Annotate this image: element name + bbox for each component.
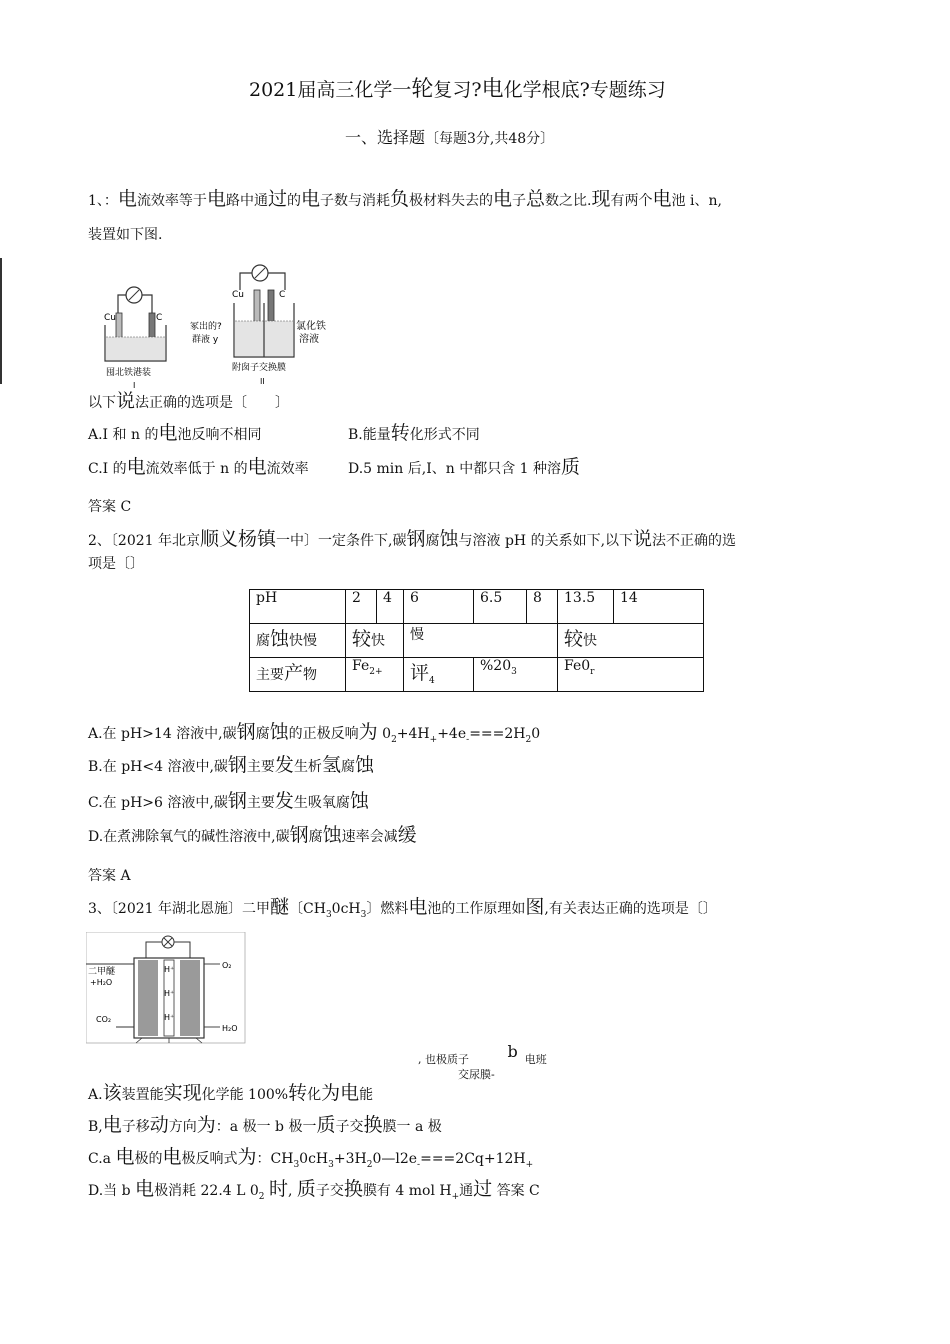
svg-text:II: II [260,377,265,386]
fuel-cell-caption: , 也极质子 b 电班 [418,1042,547,1066]
svg-text:Cu: Cu [232,290,244,300]
svg-text:H⁺: H⁺ [164,989,175,998]
svg-text:囤北铁港装: 囤北铁港装 [106,368,152,378]
q2-stem-line1: 2、〔2021 年北京顺义杨镇一中〕一定条件下,碳钢腐蚀与溶液 pH 的关系如下,以下说法不正确的选 [88,528,737,550]
q3-option-b: B,电子移动方向为：a 极一 b 极一质子交换膜一 a 极 [88,1114,442,1136]
q1-prompt: 以下说法正确的选项是〔 〕 [88,390,290,412]
table-row: pH 2 4 6 6.5 8 13.5 14 [250,590,704,624]
svg-text:O₂: O₂ [222,961,232,970]
page-edge-bar [0,258,2,384]
q1-stem-line2: 装置如下图. [88,227,163,243]
svg-text:Cu: Cu [104,313,116,323]
q2-stem-line2: 项是〔〕 [88,556,144,572]
svg-text:冢出的?: 冢出的? [190,322,222,332]
cell-diagram-ii [188,263,338,388]
q1-option-c: C.I 的电流效率低于 n 的电流效率 [88,456,309,478]
q1-answer: 答案 C [88,499,132,515]
cell-diagram-i [100,283,200,391]
q1-option-d: D.5 min 后,I、n 中都只含 1 种溶质 [348,456,581,478]
svg-text:氯化铁: 氯化铁 [296,321,326,332]
svg-text:H⁺: H⁺ [164,965,175,974]
q2-option-b: B.在 pH<4 溶液中,碳钢主要发生析氢腐蚀 [88,754,374,776]
q3-stem-line1: 3、〔2021 年湖北恩施〕二甲醚〔$CH_30cH_3$〕燃料电池的工作原理如图,有关表达正确的选项是〔〕 [88,896,717,920]
q1-option-a: A.I 和 n 的电池反响不相同 [88,422,262,444]
q2-option-a: A.在 pH>14 溶液中,碳钢腐蚀的正极反响为 $0_2+4H_++4e_-===2H_20$ [88,721,541,745]
svg-text:二甲醚: 二甲醚 [88,967,116,977]
svg-text:C: C [156,313,163,323]
q3-option-c: C.a 电极的电极反响式为：$CH_30cH_3+3H_20—l2e_-===2Cq+12H_+$ [88,1146,534,1170]
fuel-cell-diagram [86,932,246,1044]
q1-option-b: B.能量转化形式不同 [348,422,480,444]
svg-text:H₂O: H₂O [222,1024,238,1033]
svg-text:+H₂O: +H₂O [90,978,113,987]
table-row: 主要产物 $Fe_{2+}$ 评$_4$ $\%20_3$ $Fe0_r$ [250,658,704,692]
q3-option-d: D.当 b 电极消耗 22.4 L $0_2$ 时, 质子交换膜有 4 mol $H_+$通过 答案 C [88,1178,540,1202]
svg-text:CO₂: CO₂ [96,1015,112,1024]
q2-option-d: D.在煮沸除氧气的碱性溶液中,碳钢腐蚀速率会减缓 [88,824,417,846]
q2-answer: 答案 A [88,868,131,884]
svg-text:C: C [279,290,286,300]
ph-corrosion-table [249,589,704,692]
q3-option-a: A.该装置能实现化学能 100%转化为电能 [88,1082,374,1104]
svg-text:群液 y: 群液 y [192,335,219,345]
fuel-cell-caption-2: 交尿膜- [458,1068,495,1081]
svg-text:H⁺: H⁺ [164,1013,175,1022]
page-title: 2021届高三化学一轮复习?电化学根底?专题练习 [249,77,666,102]
q1-stem-line1: 1、：电流效率等于电路中通过的电子数与消耗负极材料失去的电子总数之比.现有两个电池 i、n, [88,188,722,210]
table-row: 腐蚀快慢 较快 慢 较快 [250,624,704,658]
section-heading: 一、选择题〔每题3分,共48分〕 [345,128,555,147]
svg-text:附囱子交换膜: 附囱子交换膜 [232,363,287,373]
svg-text:溶液: 溶液 [299,334,319,345]
svg-text:I: I [133,381,136,390]
q2-option-c: C.在 pH>6 溶液中,碳钢主要发生吸氧腐蚀 [88,790,369,812]
